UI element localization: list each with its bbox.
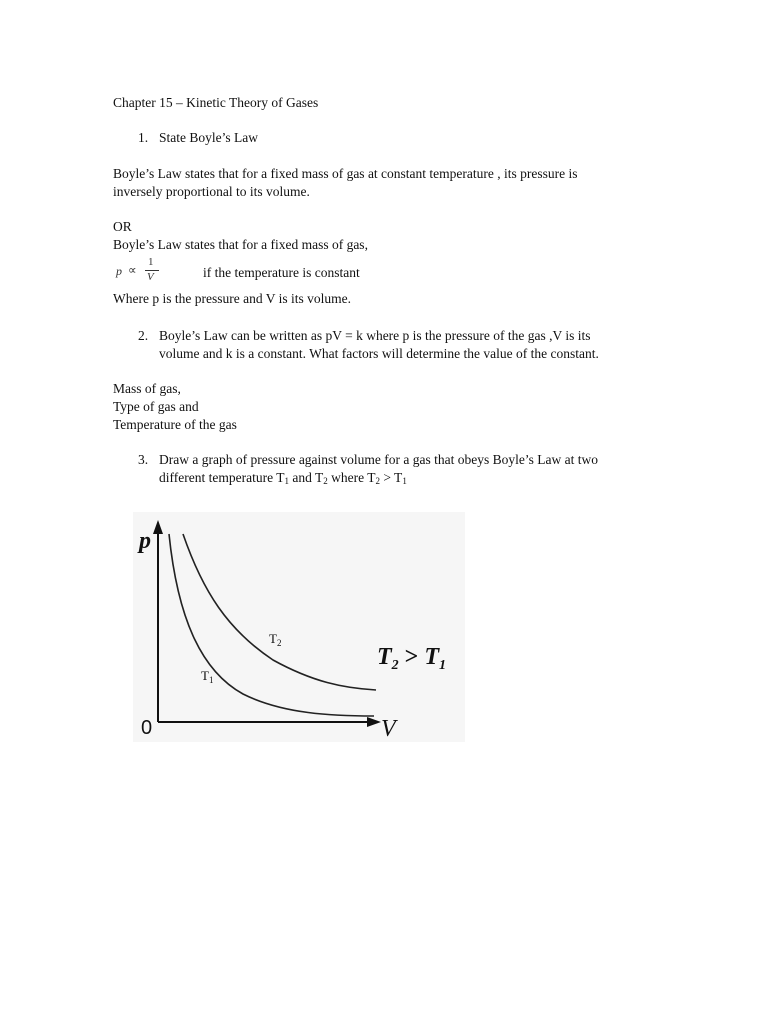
pv-graph [133,512,465,742]
curve-t1-label: $T_1$ [201,668,214,685]
q3-number: 3. [138,452,149,467]
x-axis-label: V [381,716,396,742]
formula-condition: if the temperature is constant [203,265,360,280]
y-axis-label: p [139,528,151,554]
q1-where-line: Where p is the pressure and V is its volume. [113,291,351,306]
formula-numerator: 1 [148,256,154,268]
q1-answer-line1: Boyle’s Law states that for a fixed mass of gas at constant temperature , its pressure is [113,166,578,181]
page-heading: Chapter 15 – Kinetic Theory of Gases [113,95,319,110]
q2-answer-3: Temperature of the gas [113,417,237,432]
q3-line2: different temperature $T_1$ and $T_2$ where $T_2 > T_1$ [159,470,407,486]
q3-line1: Draw a graph of pressure against volume for a gas that obeys Boyle’s Law at two [159,452,599,467]
origin-label: 0 [141,717,153,739]
formula-proportional-symbol: ∝ [128,263,137,277]
formula-p: p [116,264,122,278]
q2-line1: Boyle’s Law can be written as pV = k where p is the pressure of the gas ,V is its [159,328,591,343]
q1-alt-line1: Boyle’s Law states that for a fixed mass of gas, [113,237,368,252]
q1-answer-line2: inversely proportional to its volume. [113,184,310,199]
boyle-formula [114,257,164,287]
q2-number: 2. [138,328,149,343]
q2-line2: volume and k is a constant. What factors will determine the value of the constant. [159,346,599,361]
temperature-relation: $T_2 > T_1$ [377,644,447,673]
q2-answer-1: Mass of gas, [113,381,181,396]
pv-graph-svg [133,512,465,742]
q1-number: 1. [138,130,149,145]
or-label: OR [113,219,132,234]
curve-t2-label: $T_2$ [269,631,282,648]
formula-denominator: V [147,271,154,283]
q1-question: State Boyle’s Law [159,130,258,145]
q2-answer-2: Type of gas and [113,399,199,414]
